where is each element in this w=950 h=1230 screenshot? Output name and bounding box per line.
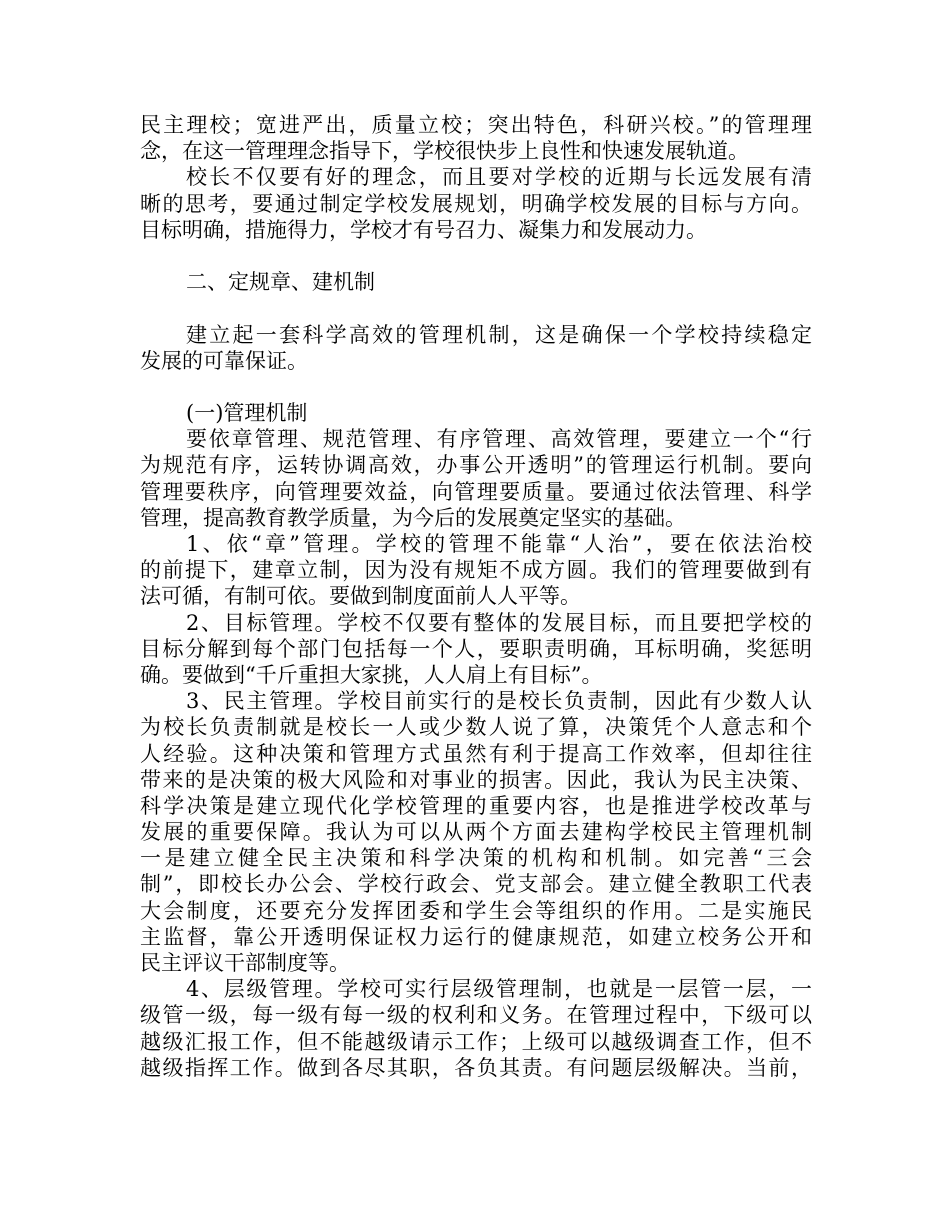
text-line: 带来的是决策的极大风险和对事业的损害。因此，我认为民主决策、: [140, 767, 812, 792]
text-line: 一是建立健全民主决策和科学决策的机构和机制。如完善“三会: [140, 846, 812, 871]
paragraph-p4: [140, 426, 812, 531]
paragraph-p3: [140, 322, 812, 374]
text-line: 人经验。这种决策和管理方式虽然有利于提高工作效率，但却往往: [140, 741, 812, 766]
paragraph-gap: [140, 243, 812, 269]
paragraph-p8: [140, 976, 812, 1081]
paragraph-p5: [140, 531, 812, 610]
text-line: 3、民主管理。学校目前实行的是校长负责制，因此有少数人认: [186, 689, 812, 714]
text-line: 民主评议干部制度等。: [140, 951, 350, 975]
text-line: 目标分解到每个部门包括每一个人，要职责明确，耳标明确，奖惩明: [140, 636, 812, 661]
text-line: 念，在这一管理理念指导下，学校很快步上良性和快速发展轨道。: [140, 139, 749, 164]
text-line: 4、层级管理。学校可实行层级管理制，也就是一层管一层，一: [186, 977, 812, 1002]
subheading-text: (一)管理机制: [186, 401, 308, 426]
text-line: 建立起一套科学高效的管理机制，这是确保一个学校持续稳定: [186, 322, 812, 347]
text-line: 大会制度，还要充分发挥团委和学生会等组织的作用。二是实施民: [140, 898, 812, 923]
text-line: 民主理校；宽进严出，质量立校；突出特色，科研兴校。”的管理理: [140, 113, 812, 137]
text-line: 制”，即校长办公会、学校行政会、党支部会。建立健全教职工代表: [140, 872, 812, 897]
subsection-heading: [140, 400, 812, 426]
paragraph-p2: [140, 164, 812, 243]
paragraph-p7: [140, 688, 812, 976]
text-line: 管理要秩序，向管理要效益，向管理要质量。要通过依法管理、科学: [140, 479, 812, 504]
text-line: 越级指挥工作。做到各尽其职，各负其责。有问题层级解决。当前，: [140, 1055, 812, 1080]
text-line: 级管一级，每一级有每一级的权利和义务。在管理过程中，下级可以: [140, 1003, 812, 1028]
text-line: 要依章管理、规范管理、有序管理、高效管理，要建立一个“行: [186, 427, 812, 452]
text-line: 越级汇报工作，但不能越级请示工作；上级可以越级调查工作，但不: [140, 1029, 812, 1054]
text-line: 科学决策是建立现代化学校管理的重要内容，也是推进学校改革与: [140, 793, 812, 818]
paragraph-gap: [140, 374, 812, 400]
text-line: 法可循，有制可依。要做到制度面前人人平等。: [140, 584, 581, 609]
text-line: 发展的重要保障。我认为可以从两个方面去建构学校民主管理机制: [140, 820, 812, 845]
paragraph-p6: [140, 610, 812, 689]
text-line: 为规范有序，运转协调高效，办事公开透明”的管理运行机制。要向: [140, 453, 812, 478]
heading-text: 二、定规章、建机制: [186, 270, 375, 295]
section-heading: [140, 269, 812, 295]
text-line: 校长不仅要有好的理念，而且要对学校的近期与长远发展有清: [186, 165, 812, 190]
paragraph-p1: [140, 112, 812, 164]
text-line: 目标明确，措施得力，学校才有号召力、凝集力和发展动力。: [140, 217, 707, 242]
text-line: 晰的思考，要通过制定学校发展规划，明确学校发展的目标与方向。: [140, 191, 812, 216]
text-line: 管理，提高教育教学质量，为今后的发展奠定坚实的基础。: [140, 505, 686, 530]
document-page: [140, 112, 812, 1081]
text-line: 1、依“章”管理。学校的管理不能靠“人治”，要在依法治校: [186, 532, 812, 556]
text-line: 的前提下，建章立制，因为没有规矩不成方圆。我们的管理要做到有: [140, 558, 812, 583]
text-line: 为校长负责制就是校长一人或少数人说了算，决策凭个人意志和个: [140, 715, 812, 740]
text-line: 2、目标管理。学校不仅要有整体的发展目标，而且要把学校的: [186, 610, 812, 635]
text-line: 确。要做到“千斤重担大家挑，人人肩上有目标”。: [140, 662, 603, 687]
text-line: 主监督，靠公开透明保证权力运行的健康规范，如建立校务公开和: [140, 924, 812, 949]
paragraph-gap: [140, 295, 812, 321]
text-line: 发展的可靠保证。: [140, 348, 308, 373]
